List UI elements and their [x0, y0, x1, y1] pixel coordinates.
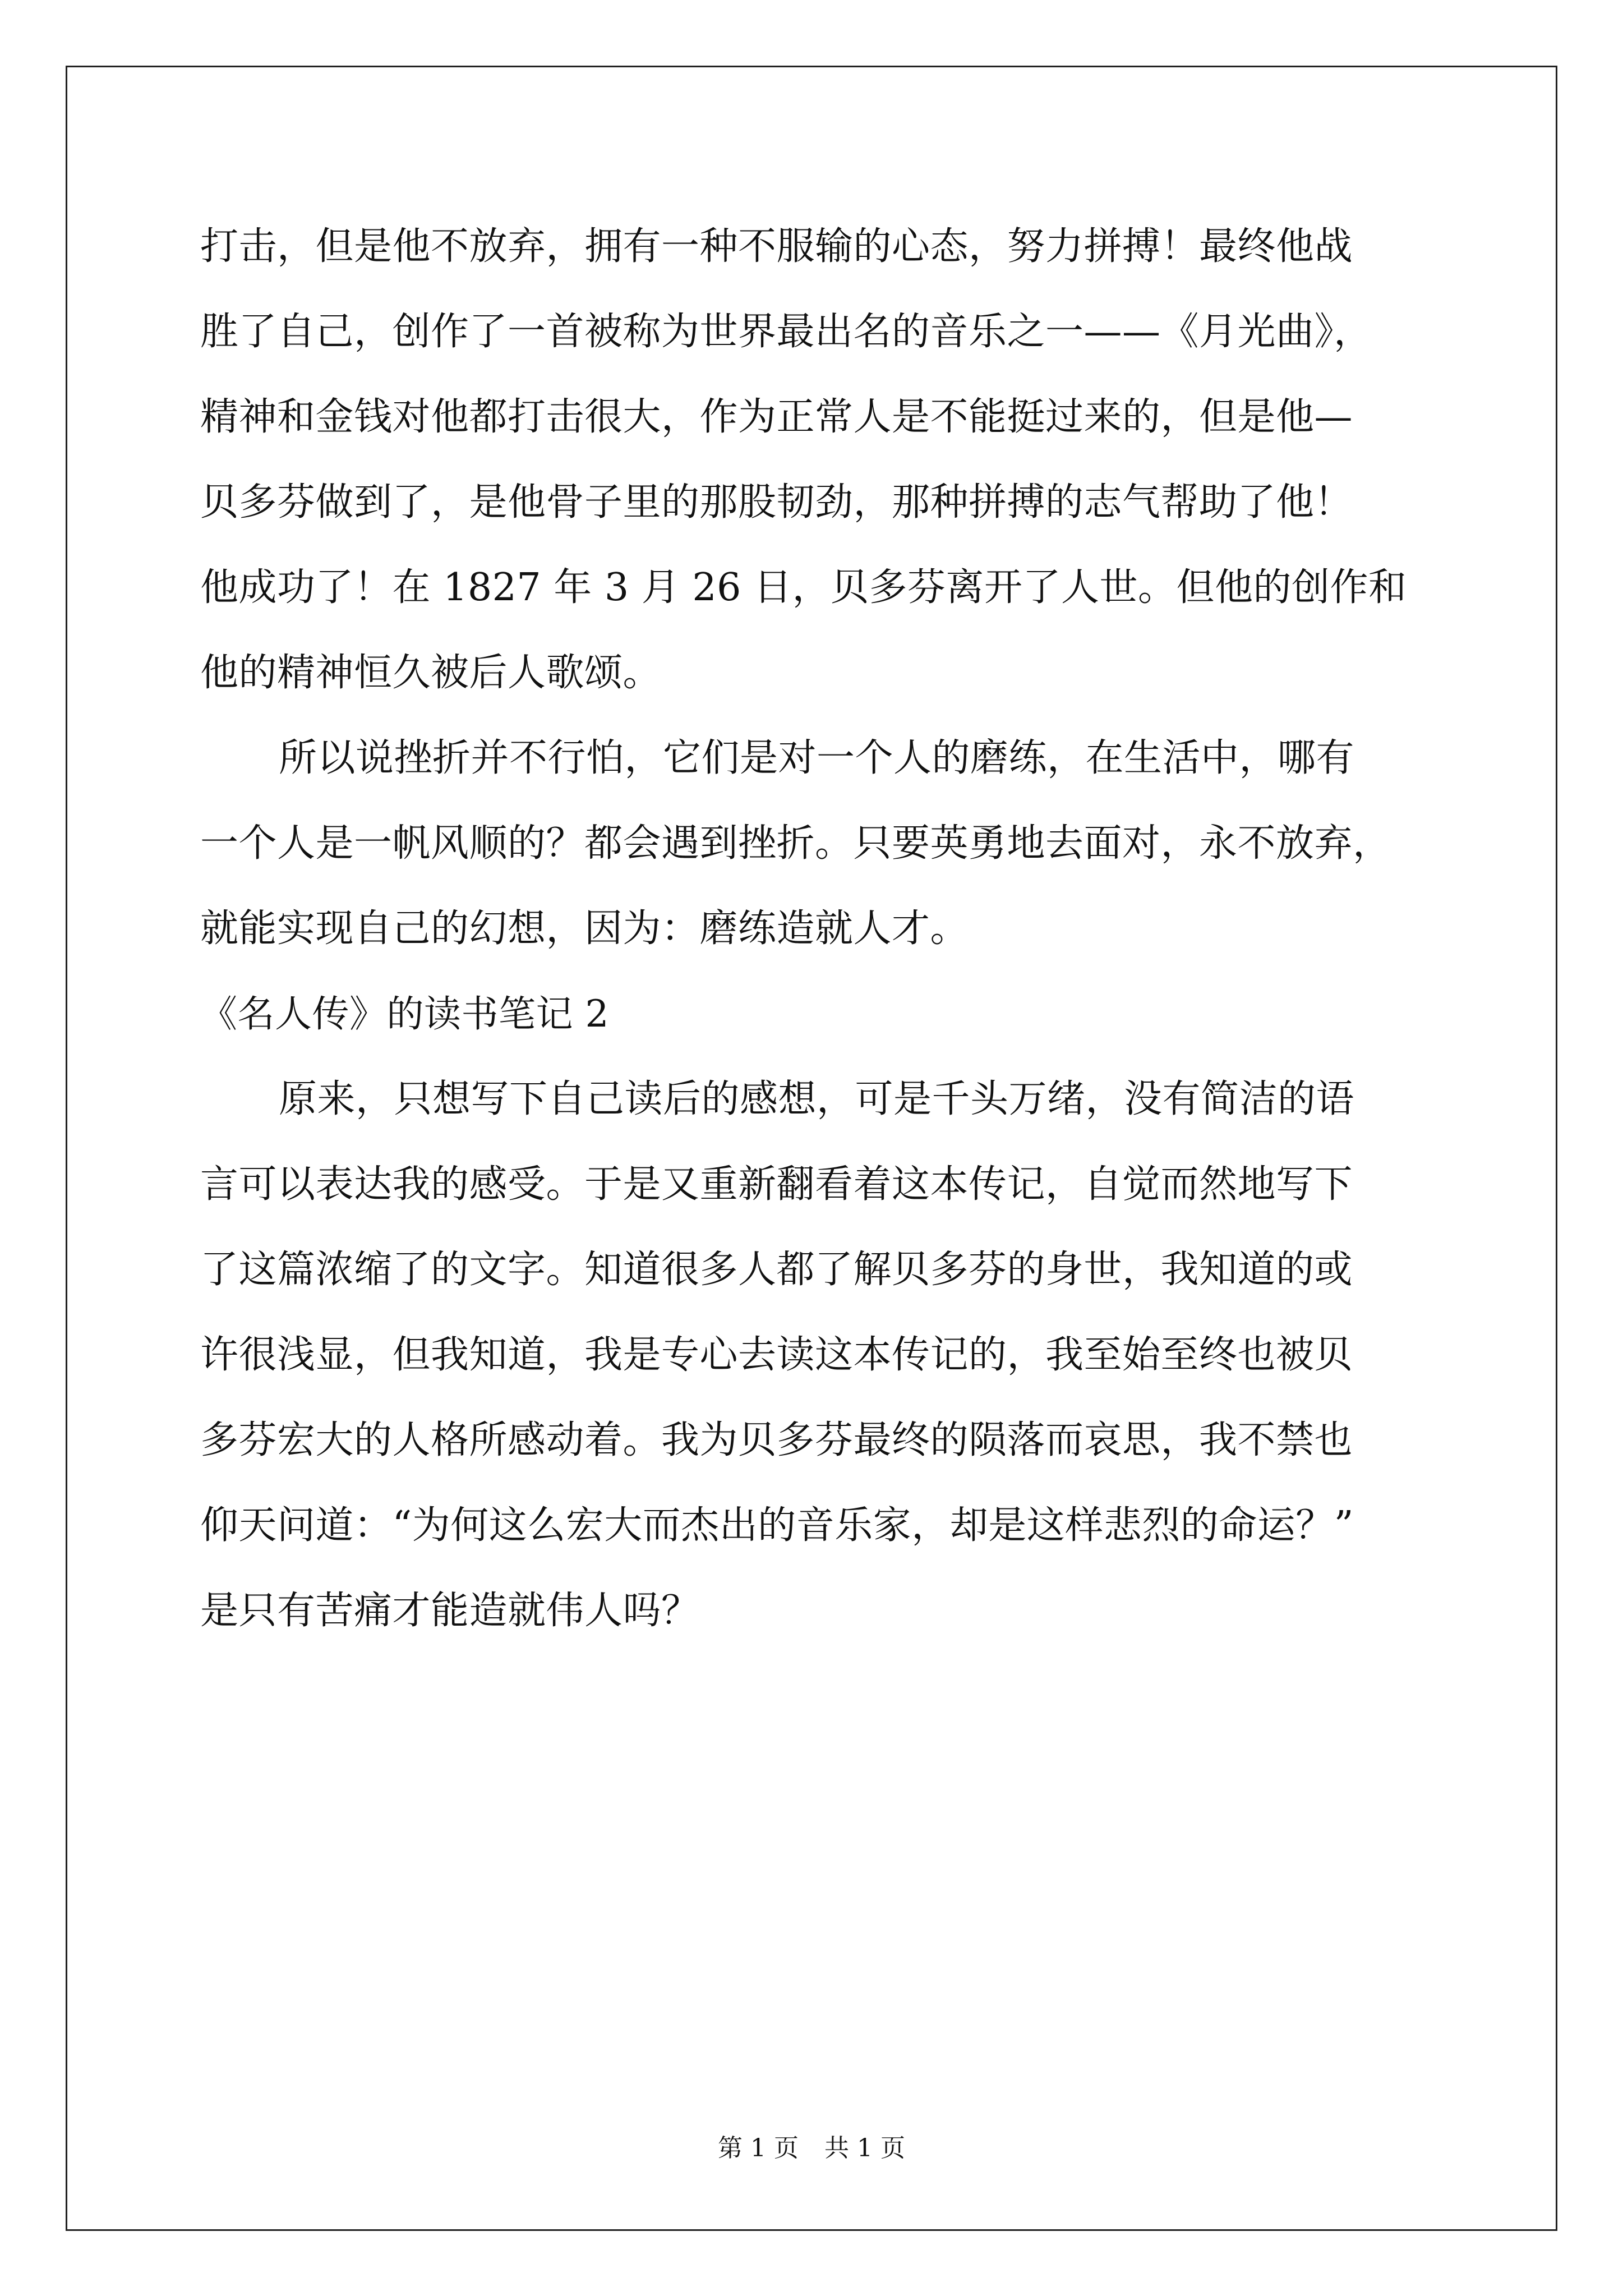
text-line: 是只有苦痛才能造就伟人吗？ — [200, 1589, 700, 1633]
text-line: 精神和金钱对他都打击很大，作为正常人是不能挺过来的，但是他— — [200, 395, 1353, 439]
page-border — [66, 66, 1557, 2231]
text-line: 一个人是一帆风顺的？都会遇到挫折。只要英勇地去面对，永不放弃， — [200, 821, 1391, 866]
page-total: 共 1 页 — [824, 2134, 905, 2162]
paragraph-first-line: 原来，只想写下自己读后的感想，可是千头万绪，没有简洁的语 — [279, 1077, 1355, 1121]
page-number: 第 1 页 — [718, 2134, 799, 2162]
text-line: 多芬宏大的人格所感动着。我为贝多芬最终的陨落而哀思，我不禁也 — [200, 1418, 1353, 1462]
text-line: 许很浅显，但我知道，我是专心去读这本传记的，我至始至终也被贝 — [200, 1333, 1353, 1377]
section-heading: 《名人传》的读书笔记 2 — [200, 992, 609, 1036]
text-line: 就能实现自己的幻想，因为：磨练造就人才。 — [200, 907, 969, 951]
text-line: 他的精神恒久被后人歌颂。 — [200, 651, 662, 695]
text-line: 仰天问道：“为何这么宏大而杰出的音乐家，却是这样悲烈的命运？” — [200, 1503, 1354, 1548]
text-line: 他成功了！在 1827 年 3 月 26 日，贝多芬离开了人世。但他的创作和 — [200, 565, 1407, 610]
text-line: 了这篇浓缩了的文字。知道很多人都了解贝多芬的身世，我知道的或 — [200, 1248, 1353, 1292]
text-line: 贝多芬做到了，是他骨子里的那股韧劲，那种拼搏的志气帮助了他！ — [200, 480, 1353, 524]
paragraph-first-line: 所以说挫折并不行怕，它们是对一个人的磨练，在生活中，哪有 — [279, 736, 1355, 780]
text-line: 打击，但是他不放弃，拥有一种不服输的心态，努力拼搏！最终他战 — [200, 224, 1353, 269]
text-line: 言可以表达我的感受。于是又重新翻看着这本传记，自觉而然地写下 — [200, 1162, 1353, 1207]
text-line: 胜了自己，创作了一首被称为世界最出名的音乐之一——《月光曲》， — [200, 310, 1372, 354]
page-footer — [0, 2132, 1623, 2165]
